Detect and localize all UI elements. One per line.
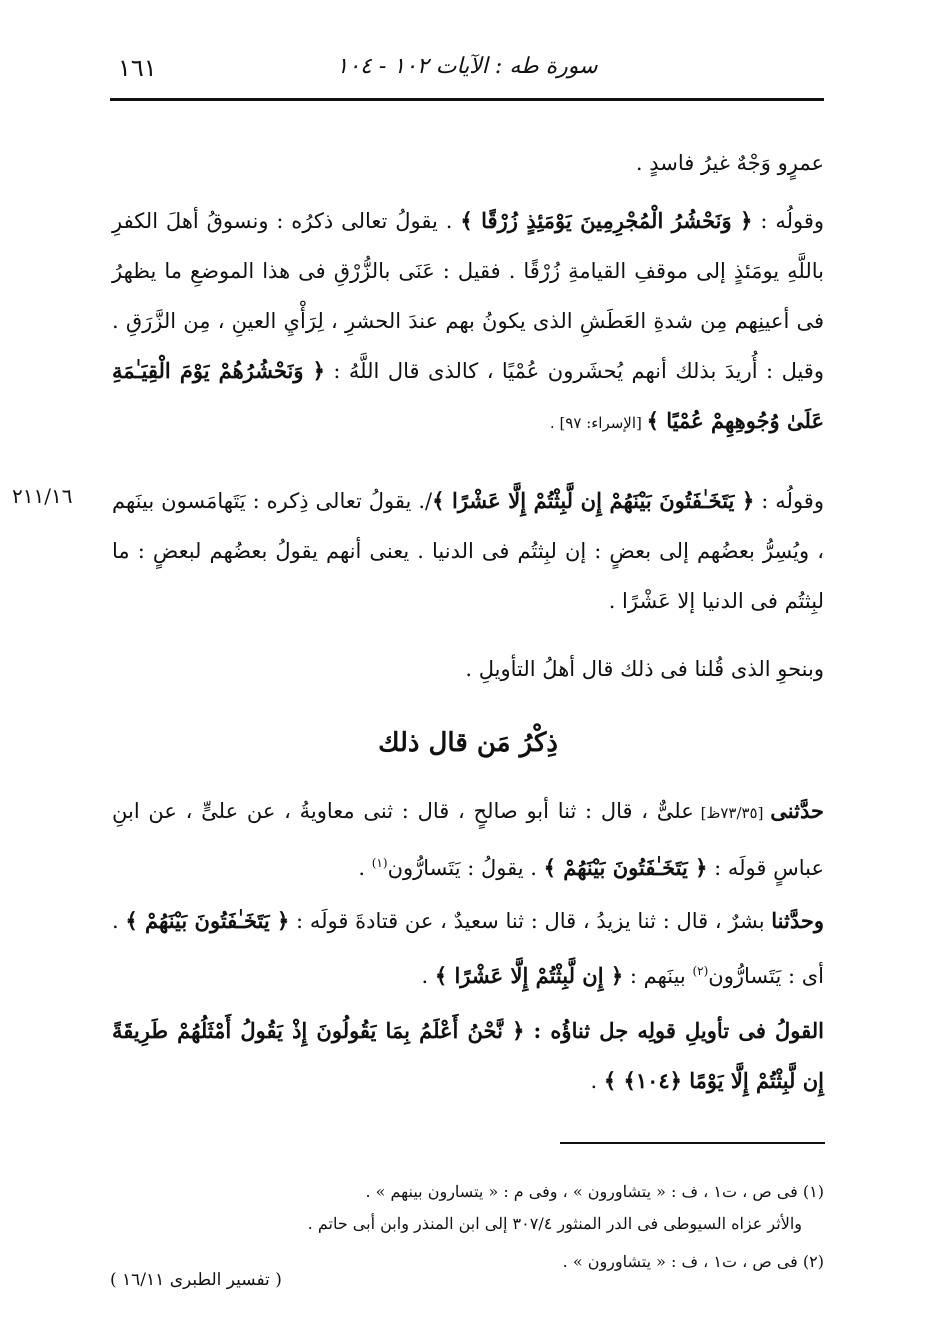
page-header: [110, 48, 824, 92]
footnote-1: (١) فى ص ، ت١ ، ف : « يتشاورون » ، وفى م : « يتسارون بينهم » .: [365, 1182, 824, 1201]
text-span: علىٌّ ، قال : ثنا أبو صالحٍ ، قال : ثنى معاويةُ ، عن علىٍّ ، عن ابنِ عباسٍ قولَه :: [112, 799, 824, 880]
footnote-marker: (٢): [692, 964, 709, 978]
text-span: وقولُه :: [754, 489, 824, 513]
quran-verse: ﴿ وَنَحْشُرُهُمْ يَوْمَ الْقِيَـٰمَةِ عَلَىٰ وُجُوهِهِمْ عُمْيًا ﴾: [112, 358, 824, 433]
quran-verse: ﴿ وَنَحْشُرُ الْمُجْرِمِينَ يَوْمَئِذٍ زُرْقًا ﴾: [460, 208, 753, 233]
quran-verse: ﴿ يَتَخَـٰفَتُونَ بَيْنَهُمْ ﴾: [125, 908, 290, 933]
volume-reference: ( تفسير الطبرى ١٦/١١ ): [110, 1270, 282, 1290]
text-span: .: [590, 1069, 604, 1093]
page-number: ١٦١: [118, 54, 157, 82]
manuscript-reference: [٧٣/٣٥ظ]: [693, 804, 771, 822]
paragraph-7: [112, 1006, 824, 1106]
text-span: . يقولُ : يَتَسارُّون: [387, 856, 544, 880]
narration-start: وحدَّثنا: [771, 908, 824, 933]
text-span: .: [421, 964, 435, 988]
chapter-intro: القولُ فى تأويلِ قولِه جل ثناؤُه :: [524, 1018, 824, 1043]
paragraph-2: [112, 196, 824, 448]
section-heading: ذِكْرُ مَن قال ذلك: [378, 728, 558, 758]
footnote-marker: (١): [371, 856, 388, 870]
header-rule: [110, 98, 824, 101]
paragraph-1: عمرٍو وَجْهٌ غيرُ فاسدٍ .: [635, 151, 824, 175]
quran-verse: ﴿ إِن لَّبِثْتُمْ إِلَّا عَشْرًا ﴾: [434, 963, 624, 988]
text-span: . يقولُ تعالى ذكرُه : ونسوقُ أهلَ الكفرِ باللَّهِ يومَئذٍ إلى موقفِ القيامةِ زُرْقًا . فقيل : عَنَى بالزُّرْقِ فى هذا الموضعِ ما يظهرُ فى أعينِهم مِن شدةِ العَطَشِ الذى يكونُ بهم عندَ الحشرِ ، لِرَأْيِ العينِ ، مِن الزَّرَقِ . وقيل : أُريدَ بذلك أنهم يُحشَرون عُمْيًا ، كالذى قال اللَّهُ :: [112, 209, 824, 383]
paragraph-6: [112, 896, 824, 1001]
footnote-2: (٢) فى ص ، ت١ ، ف : « يتشاورون » .: [562, 1252, 824, 1271]
quran-verse: ﴿ نَّحْنُ أَعْلَمُ بِمَا يَقُولُونَ إِذْ يَقُولُ أَمْثَلُهُمْ طَرِيقَةً إِن لَّبِثْتُمْ إِلَّا يَوْمًا ﴿١٠٤﴾ ﴾: [112, 1018, 824, 1093]
margin-reference: ٢١١/١٦: [12, 484, 73, 508]
quran-verse: ﴿ يَتَخَـٰفَتُونَ بَيْنَهُمْ ﴾: [543, 855, 708, 880]
text-span: . أى : يَتَسارُّون: [112, 909, 824, 988]
text-span: بينَهم :: [623, 964, 693, 988]
text-span: /. يقولُ تعالى ذِكره : يَتَهامَسون بينَهم ، ويُسِرُّ بعضُهم إلى بعضٍ : إن لبِثتُم فى الدنيا . يعنى أنهم يقولُ بعضُهم لبعضٍ : ما لبِثتُم فى الدنيا إلا عَشْرًا .: [112, 489, 824, 613]
narration-start: حدَّثنى: [770, 798, 824, 823]
quran-verse: ﴿ يَتَخَـٰفَتُونَ بَيْنَهُمْ إِن لَّبِثْتُمْ إِلَّا عَشْرًا ﴾: [432, 488, 755, 513]
running-title: سورة طه : الآيات ١٠٢ - ١٠٤: [336, 54, 598, 79]
verse-reference: [الإسراء: ٩٧] .: [549, 414, 647, 432]
text-span: وقولُه :: [752, 209, 825, 233]
paragraph-5: [112, 786, 824, 893]
paragraph-4: وبنحوِ الذى قُلنا فى ذلك قال أهلُ التأويلِ .: [465, 657, 824, 681]
paragraph-3: [112, 476, 824, 626]
footnote-rule: [560, 1142, 825, 1144]
text-span: .: [358, 856, 372, 880]
footnote-1-continuation: والأثر عزاه السيوطى فى الدر المنثور ٣٠٧/٤ إلى ابن المنذر وابن أبى حاتم .: [307, 1214, 802, 1233]
text-span: بشرٌ ، قال : ثنا يزيدُ ، قال : ثنا سعيدٌ ، عن قتادةَ قولَه :: [289, 909, 772, 933]
